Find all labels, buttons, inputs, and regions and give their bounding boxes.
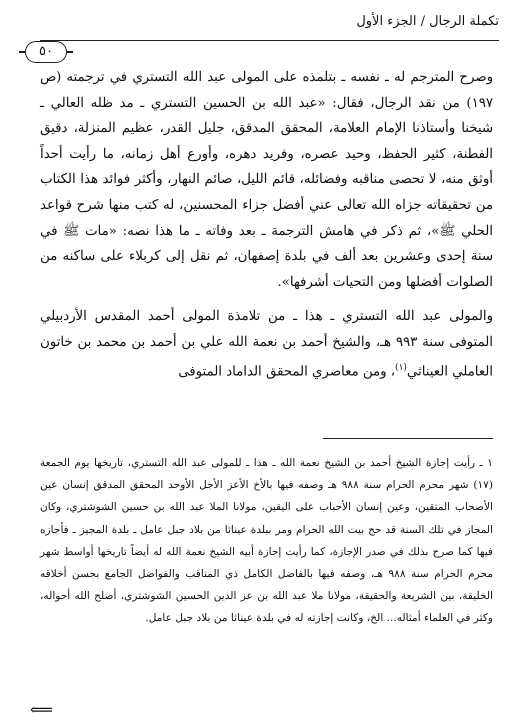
page-number: ٥٠ [25,41,67,63]
footnote-block [40,452,493,630]
header-rule [40,40,499,41]
footnote-reference[interactable]: (١) [395,362,407,373]
paragraph-2-tail: ، ومن معاصري المحقق الداماد المتوفى [178,363,396,379]
paragraph-2-text: والمولى عبد الله التستري ـ هذا ـ من تلامذة المولى أحمد المقدس الأردبيلي المتوفى سنة ٩٩٣ هـ، والشيخ أحمد بن نعمة الله علي بن أحمد بن محمد بن خاتون العاملي العيناثي [40,309,493,379]
main-text [40,65,493,385]
paragraph-2 [40,304,493,384]
paragraph-1: وصرح المترجم له ـ نفسه ـ بتلمذه على المولى عبد الله التستري في ترجمته (ص ١٩٧) من نقد الرجال، فقال: «عبد الله بن الحسين التستري ـ مد ظله العالي ـ شيخنا وأستاذنا الإمام العلامة، المحقق المدقق، جليل القدر، عظيم المنزلة، دقيق الفطنة، كثير الحفظ، وحيد عصره، وفريد دهره، وأورع أهل زمانه، ما رأيت أحداً أوثق منه، لا تحصى مناقبه وفضائله، قائم الليل، صائم النهار، وأكثر فوائد هذا الكتاب من تحقيقاته جزاه الله تعالى عني أفضل جزاء المحسنين، له كتب منها شرح قواعد الحلي ﷺ»، ثم ذكر في هامش الترجمة ـ بعد وفاته ـ ما هذا نصه: «مات ﷺ في سنة إحدى وعشرين بعد ألف في بلدة إصفهان، ثم نقل إلى كربلاء على ساكنه من الصلوات أفضلها ومن التحيات أشرفها». [40,70,493,290]
running-header: تكملة الرجال / الجزء الأول [356,14,499,29]
footnote-1: ١ ـ رأيت إجازة الشيخ أحمد بن الشيخ نعمة الله ـ هذا ـ للمولى عبد الله التستري، تاريخها يوم الجمعة (١٧) شهر محرم الحرام سنة ٩٨٨ هـ وصفه فيها بالأخ الأعز الأجل الأوحد المحقق المدقق إنسان عين الأصحاب المتقين، وعين إنسان الأحباب على اليقين، مولانا الملا عبد الله بن حسين الشوشتري، وكان المجاز في تلك السنة قد حج بيت الله الحرام ومر ببلدة عيناثا من بلاد جبل عامل ـ بلدة المجيز ـ فأجازه فيها كما صرح بذلك في صدر الإجازة، كما رأيت إجازة أبيه الشيخ نعمة الله له أيضاً تاريخها أواسط شهر محرم الحرام سنة ٩٨٨ هـ، وصفه فيها بالفاضل الكامل ذي المناقب والفواضل الجامع بحسن أخلاقه الخليقة، بين الشريعة والحقيقة، مولانا ملا عبد الله بن عز الدين الحسين الشوشتري، أصلح الله أحواله، وكثر في العلماء أمثاله... الخ، وكانت إجازته له في بلدة عيناثا من بلاد جبل عامل. [40,457,493,625]
footnote-rule [323,438,493,439]
continuation-arrow-icon: ⟸ [30,700,53,719]
